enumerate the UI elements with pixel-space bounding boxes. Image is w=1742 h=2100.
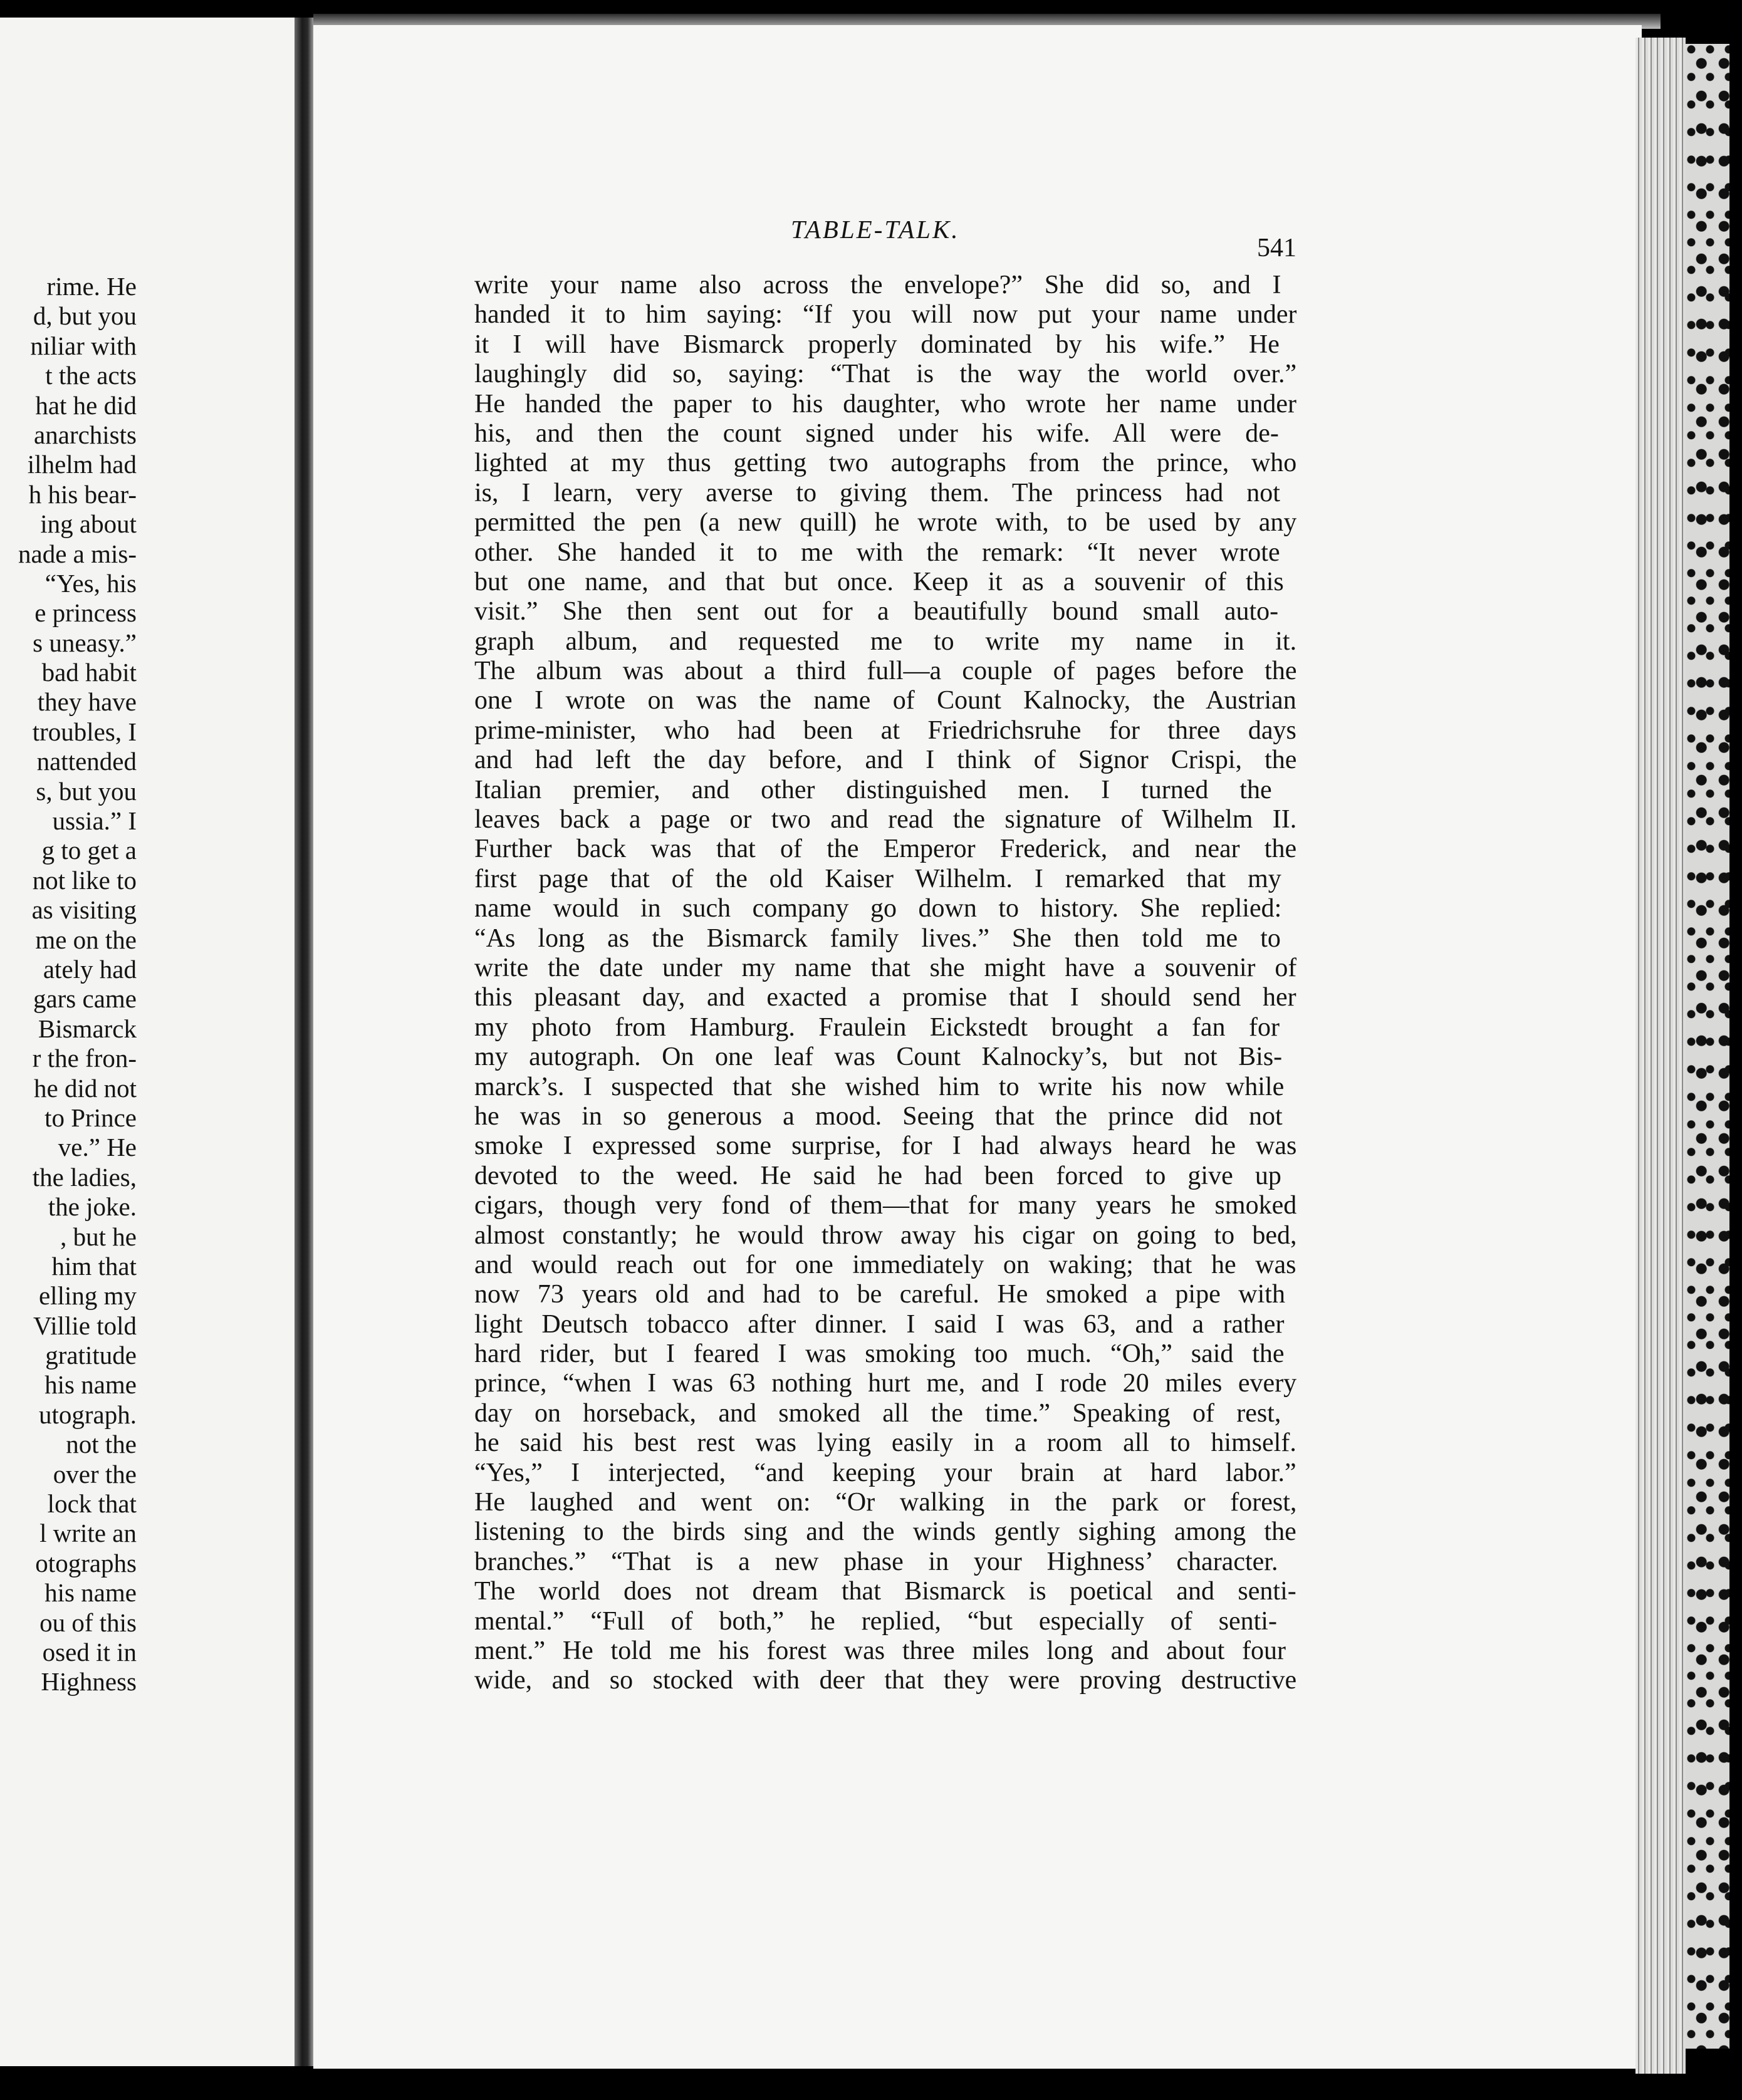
previous-page-line: to Prince: [44, 1103, 137, 1132]
previous-page-line: gars came: [33, 984, 137, 1014]
previous-page-line: , but he: [60, 1222, 137, 1251]
text-line: cigars, though very fond of them—that for many years he smoked: [474, 1191, 1296, 1220]
text-line: prime-minister, who had been at Friedrichsruhe for three days: [474, 715, 1296, 745]
previous-page-text: [0, 272, 137, 1697]
previous-page-line: not the: [66, 1430, 137, 1459]
text-line: branches.” “That is a new phase in your Highness’ character.: [474, 1547, 1278, 1576]
previous-page-line: troubles, I: [32, 717, 137, 746]
previous-page-line: rime. He: [46, 272, 137, 301]
running-head: TABLE-TALK.: [791, 215, 960, 244]
text-line: marck’s. I suspected that she wished him to write his now while: [474, 1072, 1285, 1101]
previous-page-line: ately had: [43, 954, 137, 984]
text-line: “Yes,” I interjected, “and keeping your brain at hard labor.”: [474, 1458, 1296, 1487]
text-line: he said his best rest was lying easily in a room all to himself.: [474, 1428, 1296, 1458]
previous-page-line: hat he did: [35, 390, 137, 420]
text-line: leaves back a page or two and read the signature of Wilhelm II.: [474, 805, 1296, 834]
previous-page-line: ilhelm had: [27, 450, 137, 479]
previous-page-line: ou of this: [39, 1608, 137, 1637]
text-line: name would in such company go down to history. She replied:: [474, 894, 1282, 923]
previous-page-line: utograph.: [39, 1400, 137, 1429]
previous-page-line: ve.” He: [58, 1133, 137, 1162]
previous-page-line: as visiting: [31, 895, 137, 925]
previous-page-line: they have: [37, 687, 137, 717]
text-line: permitted the pen (a new quill) he wrote with, to be used by any: [474, 508, 1296, 538]
text-line: laughingly did so, saying: “That is the way the world over.”: [474, 360, 1296, 389]
text-line: write the date under my name that she might have a souvenir of: [474, 953, 1296, 982]
previous-page-line: s, but you: [36, 776, 137, 806]
previous-page-line: lock that: [47, 1489, 137, 1519]
text-line: one I wrote on was the name of Count Kalnocky, the Austrian: [474, 686, 1296, 715]
previous-page-line: s uneasy.”: [33, 628, 137, 657]
text-line: The album was about a third full—a couple of pages before the: [474, 657, 1296, 686]
previous-page-line: anarchists: [34, 420, 137, 449]
text-line: lighted at my thus getting two autographs from the prince, who: [474, 449, 1296, 478]
text-line: his, and then the count signed under his wife. All were de-: [474, 418, 1279, 448]
previous-page-line: nade a mis-: [18, 539, 137, 568]
text-line: it I will have Bismarck properly dominated by his wife.” He: [474, 330, 1280, 359]
previous-page-line: his name: [44, 1578, 137, 1608]
previous-page-line: the joke.: [48, 1192, 137, 1222]
text-line: my autograph. On one leaf was Count Kalnocky’s, but not Bis-: [474, 1042, 1283, 1072]
text-line: my photo from Hamburg. Fraulein Eickstedt brought a fan for: [474, 1012, 1280, 1042]
previous-page-line: l write an: [39, 1519, 137, 1548]
marbled-cover-edge: [1686, 44, 1729, 2049]
text-line: Italian premier, and other distinguished men. I turned the: [474, 775, 1272, 804]
text-line: light Deutsch tobacco after dinner. I said I was 63, and a rather: [474, 1309, 1285, 1339]
previous-page-line: the ladies,: [32, 1162, 137, 1192]
previous-page-line: “Yes, his: [44, 568, 137, 598]
text-line: ment.” He told me his forest was three miles long and about four: [474, 1636, 1286, 1665]
text-line: but one name, and that but once. Keep it as a souvenir of this: [474, 567, 1284, 596]
previous-page-line: otographs: [35, 1548, 137, 1578]
page-fore-edge: [1635, 38, 1686, 2074]
page-number: 541: [1257, 234, 1296, 262]
previous-page-line: not like to: [32, 865, 137, 895]
text-line: smoke I expressed some surprise, for I had always heard he was: [474, 1131, 1296, 1161]
text-line: this pleasant day, and exacted a promise that I should send her: [474, 983, 1296, 1012]
previous-page-line: osed it in: [42, 1637, 137, 1666]
text-line: hard rider, but I feared I was smoking too much. “Oh,” said the: [474, 1339, 1285, 1369]
previous-page-line: he did not: [34, 1073, 137, 1103]
previous-page-line: Villie told: [33, 1311, 137, 1340]
previous-page-line: d, but you: [33, 301, 137, 331]
previous-page-line: Highness: [41, 1667, 137, 1697]
previous-page-line: ing about: [40, 509, 137, 539]
previous-page-line: e princess: [34, 598, 137, 628]
previous-page-line: t the acts: [45, 361, 137, 390]
text-line: Further back was that of the Emperor Frederick, and near the: [474, 834, 1296, 864]
previous-page-line: g to get a: [41, 836, 137, 865]
text-line: he was in so generous a mood. Seeing that the prince did not: [474, 1101, 1283, 1131]
text-line: mental.” “Full of both,” he replied, “but especially of senti-: [474, 1606, 1277, 1636]
text-line: The world does not dream that Bismarck is poetical and senti-: [474, 1577, 1296, 1606]
text-line: visit.” She then sent out for a beautifully bound small auto-: [474, 597, 1279, 626]
text-line: He handed the paper to his daughter, who wrote her name under: [474, 389, 1296, 418]
text-line: devoted to the weed. He said he had been forced to give up: [474, 1161, 1281, 1190]
text-line: “As long as the Bismarck family lives.” She then told me to: [474, 923, 1281, 953]
text-line: wide, and so stocked with deer that they were proving destructive: [474, 1666, 1296, 1695]
previous-page-line: his name: [44, 1370, 137, 1400]
previous-page-line: Bismarck: [38, 1014, 137, 1043]
text-line: and had left the day before, and I think of Signor Crispi, the: [474, 746, 1296, 775]
text-line: almost constantly; he would throw away his cigar on going to bed,: [474, 1220, 1296, 1250]
text-line: listening to the birds sing and the winds gently sighing among the: [474, 1517, 1296, 1547]
text-line: first page that of the old Kaiser Wilhelm. I remarked that my: [474, 864, 1281, 893]
text-line: day on horseback, and smoked all the time.” Speaking of rest,: [474, 1398, 1281, 1428]
previous-page-line: ussia.” I: [52, 806, 137, 836]
previous-page-line: elling my: [38, 1281, 137, 1311]
text-line: write your name also across the envelope?” She did so, and I: [474, 271, 1281, 299]
previous-page-line: r the fron-: [32, 1044, 137, 1073]
previous-page-line: me on the: [35, 925, 137, 954]
previous-page-line: him that: [51, 1251, 137, 1281]
text-line: and would reach out for one immediately on waking; that he was: [474, 1250, 1296, 1279]
text-line: other. She handed it to me with the remark: “It never wrote: [474, 538, 1280, 567]
previous-page-line: gratitude: [45, 1341, 137, 1370]
previous-page-line: h his bear-: [28, 479, 137, 509]
text-line: handed it to him saying: “If you will now put your name under: [474, 300, 1296, 330]
previous-page-line: nattended: [36, 747, 137, 776]
previous-page-line: niliar with: [30, 331, 137, 360]
text-line: prince, “when I was 63 nothing hurt me, and I rode 20 miles every: [474, 1369, 1296, 1398]
text-line: graph album, and requested me to write my name in it.: [474, 626, 1296, 656]
text-line: now 73 years old and had to be careful. He smoked a pipe with: [474, 1280, 1285, 1309]
book-gutter: [295, 18, 313, 2066]
text-line: He laughed and went on: “Or walking in the park or forest,: [474, 1488, 1296, 1517]
text-line: is, I learn, very averse to giving them. The princess had not: [474, 478, 1280, 507]
previous-page-line: bad habit: [41, 658, 137, 687]
body-text: [474, 271, 1296, 1696]
previous-page-line: over the: [53, 1459, 137, 1489]
